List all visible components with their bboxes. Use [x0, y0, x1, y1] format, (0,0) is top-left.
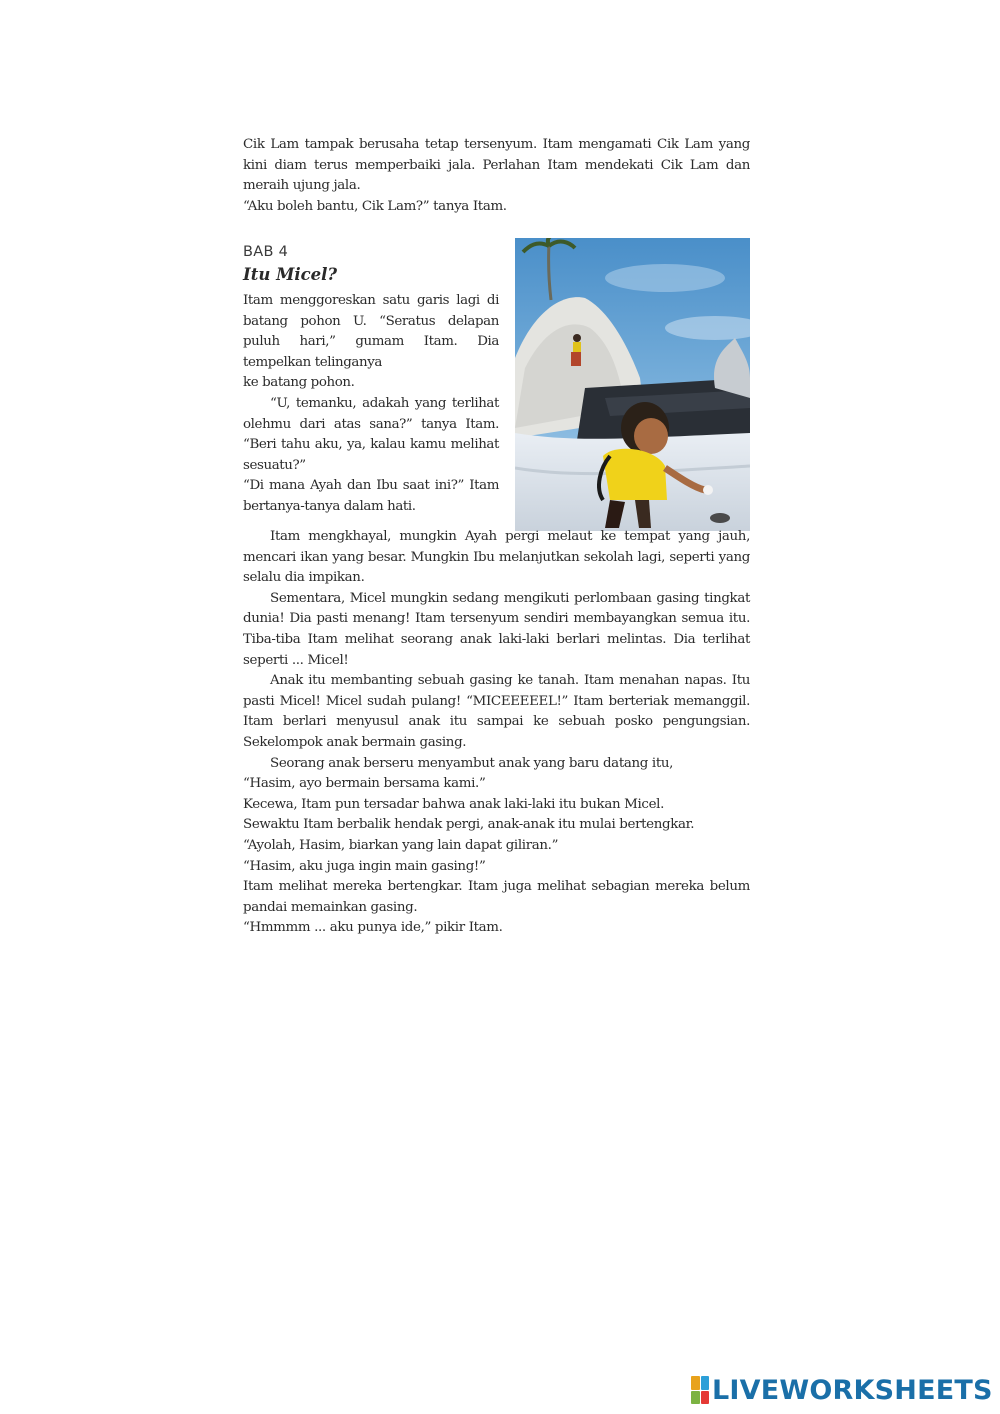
paragraph: “Hasim, aku juga ingin main gasing!” — [243, 858, 486, 874]
brand-name: LIVEWORKSHEETS — [712, 1374, 993, 1406]
liveworksheets-logo[interactable] — [691, 1372, 993, 1408]
paragraph: ke batang pohon. — [243, 375, 355, 391]
paragraph: Itam melihat mereka bertengkar. Itam juga melihat sebagian mereka belum pandai memainkan gasing. — [243, 879, 750, 915]
paragraph: Itam mengkhayal, mungkin Ayah pergi melaut ke tempat yang jauh, mencari ikan yang besar. Mungkin Ibu melanjutkan sekolah lagi, seperti yang selalu dia impikan. — [243, 529, 750, 586]
paragraph: “Hasim, ayo bermain bersama kami.” — [243, 776, 486, 792]
paragraph: “U, temanku, adakah yang terlihat olehmu dari atas sana?” tanya Itam. “Beri tahu aku, ya, kalau kamu melihat sesuatu?” — [243, 395, 499, 473]
paragraph: Kecewa, Itam pun tersadar bahwa anak laki-laki itu bukan Micel. — [243, 796, 664, 812]
paragraph: “Aku boleh bantu, Cik Lam?” tanya Itam. — [243, 198, 507, 214]
logo-tile — [701, 1391, 710, 1405]
paragraph: Itam menggoreskan satu garis lagi di batang pohon U. “Seratus delapan puluh hari,” gumam Itam. Dia tempelkan telinganya — [243, 293, 499, 370]
liveworksheets-mark-icon — [691, 1376, 709, 1404]
paragraph: Cik Lam tampak berusaha tetap tersenyum. Itam mengamati Cik Lam yang kini diam terus memperbaiki jala. Perlahan Itam mendekati Cik Lam dan meraih ujung jala. — [243, 137, 750, 194]
left-column-text — [243, 291, 499, 518]
paragraph: “Di mana Ayah dan Ibu saat ini?” Itam bertanya-tanya dalam hati. — [243, 478, 499, 514]
logo-tile — [691, 1391, 700, 1405]
logo-tile — [701, 1376, 710, 1390]
paragraph: Sementara, Micel mungkin sedang mengikuti perlombaan gasing tingkat dunia! Dia pasti menang! Itam tersenyum sendiri membayangkan semua itu. Tiba-tiba Itam melihat seorang anak laki-laki berlari melintas. Dia terlihat seperti ... Micel! — [243, 590, 750, 668]
logo-tile — [691, 1376, 700, 1390]
illustration-boy-on-shore — [515, 238, 750, 531]
paragraph: Sewaktu Itam berbalik hendak pergi, anak-anak itu mulai bertengkar. — [243, 817, 695, 833]
paragraph: Anak itu membanting sebuah gasing ke tanah. Itam menahan napas. Itu pasti Micel! Micel sudah pulang! “MICEEEEEL!” Itam berteriak memanggil. Itam berlari menyusul anak itu sampai ke sebuah posko pengungsian. Sekelompok anak bermain gasing. — [243, 673, 750, 750]
story-illustration — [515, 238, 750, 531]
chapter-title: Itu Micel? — [243, 265, 338, 284]
paragraph: “Ayolah, Hasim, biarkan yang lain dapat giliran.” — [243, 837, 559, 853]
intro-text — [243, 135, 750, 217]
paragraph: “Hmmmm ... aku punya ide,” pikir Itam. — [243, 920, 503, 936]
paragraph: Seorang anak berseru menyambut anak yang baru datang itu, — [270, 755, 674, 771]
chapter-heading — [243, 244, 503, 289]
main-text — [243, 527, 750, 939]
chapter-number: BAB 4 — [243, 244, 289, 260]
